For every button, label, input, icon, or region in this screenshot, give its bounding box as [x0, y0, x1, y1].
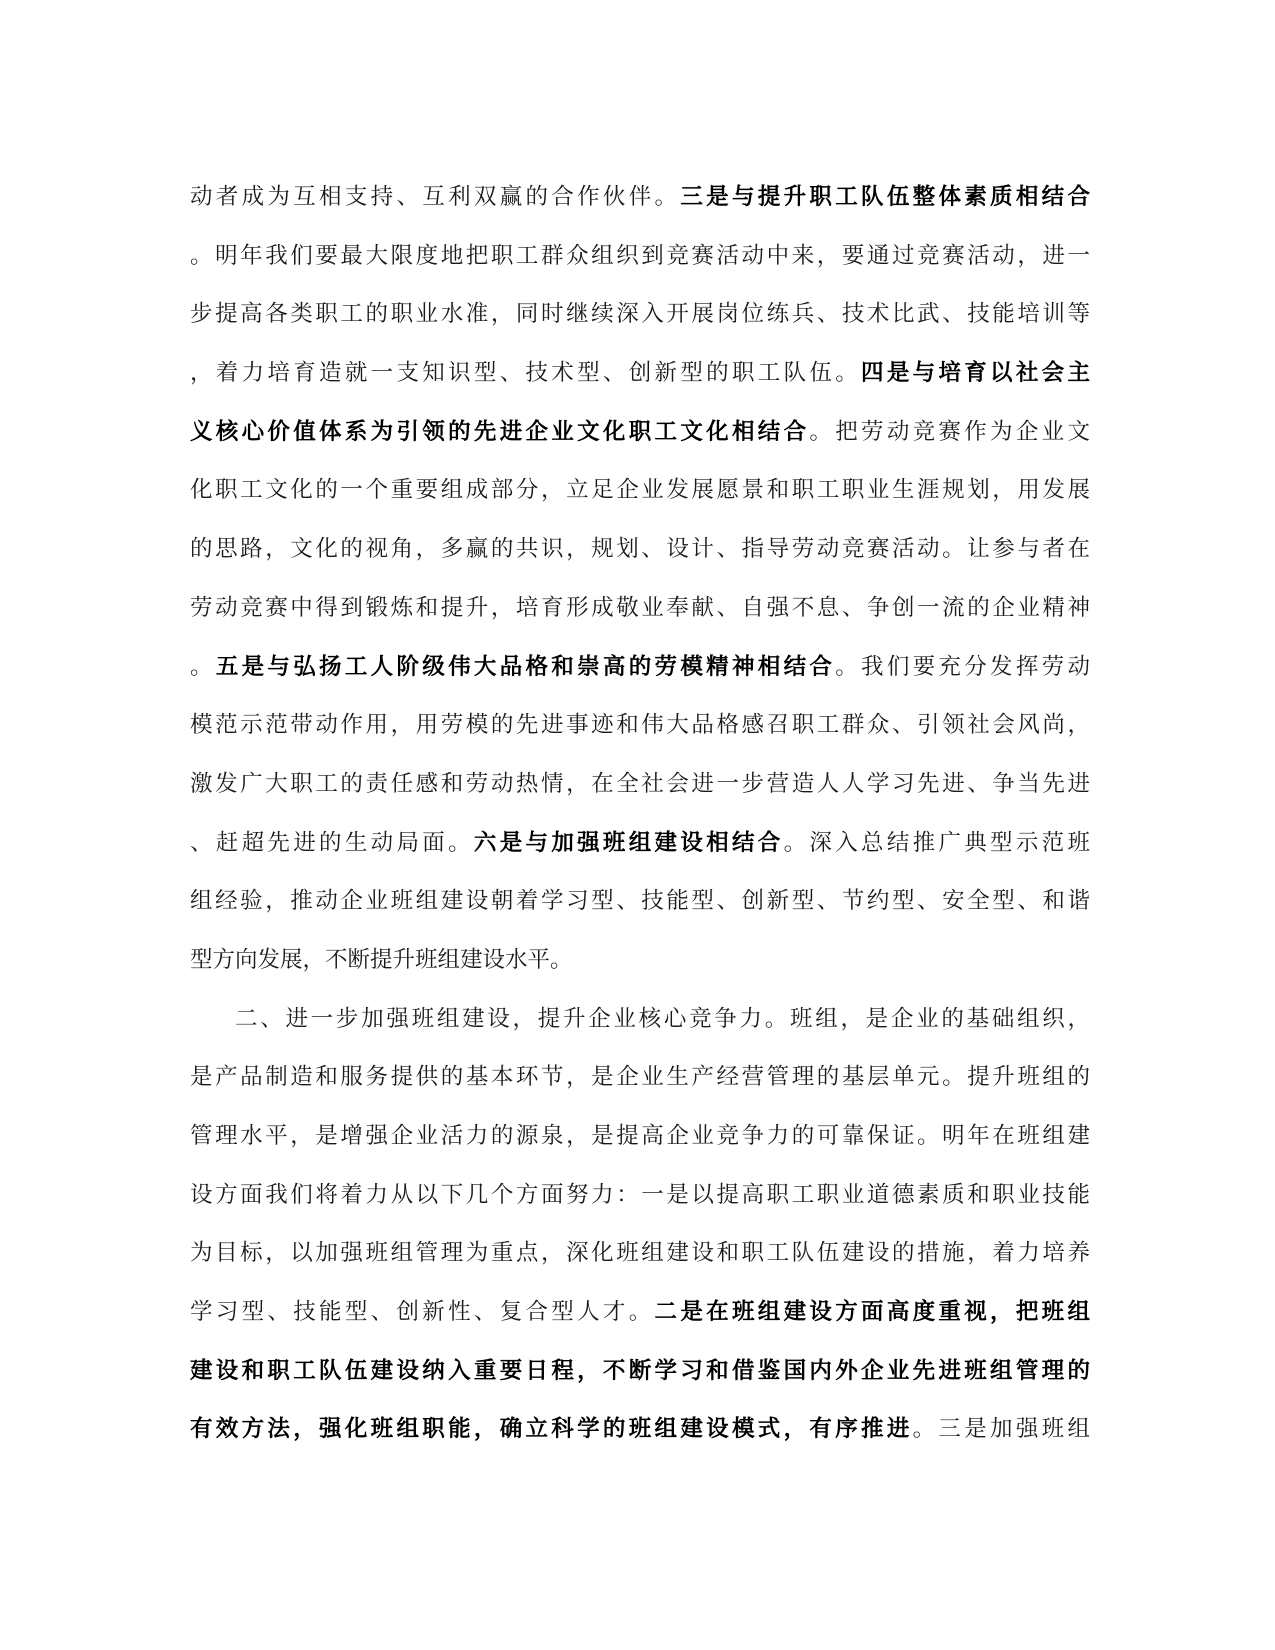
text-segment: 劳动竞赛中得到锻炼和提升，培育形成敬业奉献、自强不息、争创一流的企业精神	[190, 594, 1090, 621]
text-segment: 。	[190, 653, 216, 680]
text-line	[190, 755, 1090, 814]
bold-text-segment: 义核心价值体系为引领的先进企业文化职工文化相结合	[190, 418, 810, 445]
bold-text-segment: 二是在班组建设方面高度重视，把班组	[654, 1299, 1090, 1326]
text-line	[190, 579, 1090, 638]
text-line	[190, 520, 1090, 579]
text-segment: 为目标，以加强班组管理为重点，深化班组建设和职工队伍建设的措施，着力培养	[190, 1240, 1090, 1267]
text-line	[190, 1400, 1090, 1459]
text-segment: 管理水平，是增强企业活力的源泉，是提高企业竞争力的可靠保证。明年在班组建	[190, 1123, 1090, 1149]
text-line	[190, 990, 1090, 1049]
bold-text-segment: 三是与提升职工队伍整体素质相结合	[680, 184, 1090, 210]
text-line	[190, 344, 1090, 403]
text-segment: 学习型、技能型、创新性、复合型人才。	[190, 1299, 655, 1326]
text-segment: 设方面我们将着力从以下几个方面努力：一是以提高职工职业道德素质和职业技能	[190, 1181, 1090, 1208]
text-segment: 模范示范带动作用，用劳模的先进事迹和伟大品格感召职工群众、引领社会风尚，	[190, 712, 1090, 739]
bold-text-segment: 建设和职工队伍建设纳入重要日程，不断学习和借鉴国内外企业先进班组管理的	[190, 1357, 1090, 1384]
text-line	[190, 814, 1090, 873]
text-line	[190, 1283, 1090, 1342]
text-segment: 。把劳动竞赛作为企业文	[809, 418, 1090, 445]
text-line	[190, 227, 1090, 286]
text-line	[190, 168, 1090, 227]
text-line	[190, 1166, 1090, 1225]
bold-text-segment: 五是与弘扬工人阶级伟大品格和崇高的劳模精神相结合	[215, 653, 836, 680]
bold-text-segment: 有效方法，强化班组职能，确立科学的班组建设模式，有序推进	[190, 1416, 913, 1443]
body-text	[190, 168, 1090, 1459]
text-line	[190, 931, 1090, 990]
text-line	[190, 638, 1090, 697]
text-segment: 动者成为互相支持、互利双赢的合作伙伴。	[190, 184, 681, 210]
text-segment: 。深入总结推广典型示范班	[783, 829, 1090, 856]
text-segment: 步提高各类职工的职业水准，同时继续深入开展岗位练兵、技术比武、技能培训等	[190, 301, 1090, 328]
bold-text-segment: 六是与加强班组建设相结合	[473, 829, 784, 856]
text-line	[190, 403, 1090, 462]
text-segment: 型方向发展，不断提升班组建设水平。	[190, 946, 573, 973]
text-segment: 、赶超先进的生动局面。	[190, 829, 474, 856]
text-segment: 组经验，推动企业班组建设朝着学习型、技能型、创新型、节约型、安全型、和谐	[190, 888, 1090, 915]
text-segment: 。明年我们要最大限度地把职工群众组织到竞赛活动中来，要通过竞赛活动，进一	[190, 242, 1090, 269]
text-segment: 激发广大职工的责任感和劳动热情，在全社会进一步营造人人学习先进、争当先进	[190, 770, 1090, 797]
text-line	[190, 696, 1090, 755]
text-line	[190, 1342, 1090, 1401]
text-line	[190, 872, 1090, 931]
text-line	[190, 461, 1090, 520]
text-segment: 的思路，文化的视角，多赢的共识，规划、设计、指导劳动竞赛活动。让参与者在	[190, 536, 1090, 563]
text-line	[190, 1048, 1090, 1107]
text-segment: 。我们要充分发挥劳动	[835, 653, 1090, 680]
bold-text-segment: 四是与培育以社会主	[861, 360, 1090, 387]
text-segment: 。三是加强班组	[912, 1416, 1090, 1443]
text-segment: ，着力培育造就一支知识型、技术型、创新型的职工队伍。	[190, 360, 862, 387]
text-segment: 化职工文化的一个重要组成部分，立足企业发展愿景和职工职业生涯规划，用发展	[190, 477, 1090, 504]
text-line	[190, 285, 1090, 344]
text-line	[190, 1107, 1090, 1166]
text-segment: 是产品制造和服务提供的基本环节，是企业生产经营管理的基层单元。提升班组的	[190, 1064, 1090, 1091]
text-segment: 二、进一步加强班组建设，提升企业核心竞争力。班组，是企业的基础组织，	[235, 1005, 1090, 1032]
text-line	[190, 1224, 1090, 1283]
